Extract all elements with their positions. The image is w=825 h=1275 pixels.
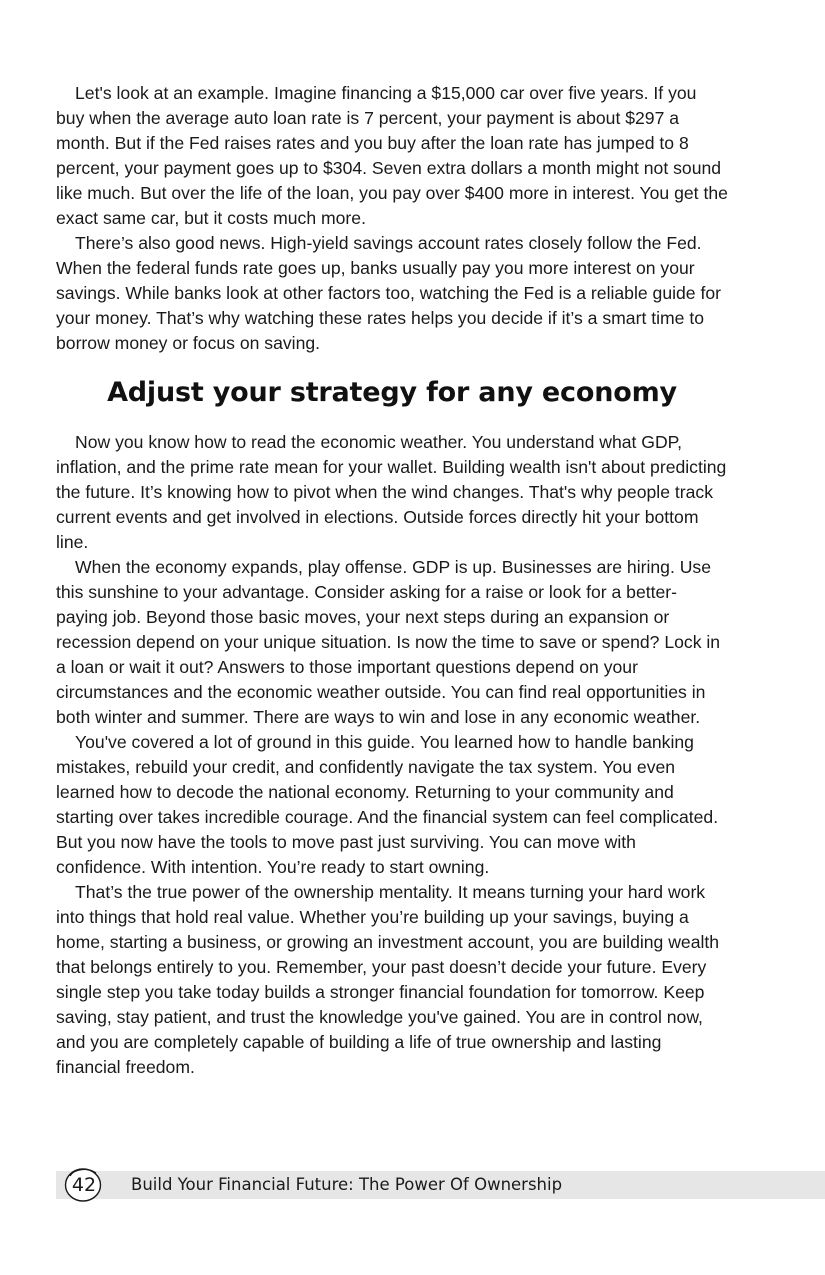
body-paragraph: Now you know how to read the economic weather. You understand what GDP, inflation, and the prime rate mean for your wallet. Building wealth isn't about predicting the future. It’s knowing how to pivot when the wind changes. That's why people track current events and get involved in elections. Outside forces directly hit your bottom line. [56, 432, 727, 552]
body-paragraph: When the economy expands, play offense. GDP is up. Businesses are hiring. Use this sunshine to your advantage. Consider asking for a raise or look for a better-paying job. Beyond those basic moves, your next steps during an expansion or recession depend on your unique situation. Is now the time to save or spend? Lock in a loan or wait it out? Answers to those important questions depend on your circumstances and the economic weather outside. You can find real opportunities in both winter and summer. There are ways to win and lose in any economic weather. [56, 557, 721, 727]
body-paragraph: There’s also good news. High-yield savings account rates closely follow the Fed. When the federal funds rate goes up, banks usually pay you more interest on your savings. While banks look at other factors too, watching the Fed is a reliable guide for your money. That’s why watching these rates helps you decide if it’s a smart time to borrow money or focus on saving. [56, 233, 722, 353]
page-body [56, 81, 728, 1080]
body-paragraph: Let's look at an example. Imagine financing a $15,000 car over five years. If you buy when the average auto loan rate is 7 percent, your payment is about $297 a month. But if the Fed raises rates and you buy after the loan rate has jumped to 8 percent, your payment goes up to $304. Seven extra dollars a month might not sound like much. But over the life of the loan, you pay over $400 more in interest. You get the exact same car, but it costs much more. [56, 83, 728, 228]
running-title: Build Your Financial Future: The Power Of Ownership [131, 1175, 563, 1194]
page-number: 42 [71, 1174, 97, 1196]
body-paragraph: That’s the true power of the ownership mentality. It means turning your hard work into things that hold real value. Whether you’re building up your savings, buying a home, starting a business, or growing an investment account, you are building wealth that belongs entirely to you. Remember, your past doesn’t decide your future. Every single step you take today builds a stronger financial foundation for tomorrow. Keep saving, stay patient, and trust the knowledge you've gained. You are in control now, and you are completely capable of building a life of true ownership and lasting financial freedom. [56, 882, 720, 1077]
body-paragraph: You've covered a lot of ground in this guide. You learned how to handle banking mistakes, rebuild your credit, and confidently navigate the tax system. You even learned how to decode the national economy. Returning to your community and starting over takes incredible courage. And the financial system can feel complicated. But you now have the tools to move past just surviving. You can move with confidence. With intention. You’re ready to start owning. [56, 732, 719, 877]
section-heading: Adjust your strategy for any economy [107, 377, 677, 408]
